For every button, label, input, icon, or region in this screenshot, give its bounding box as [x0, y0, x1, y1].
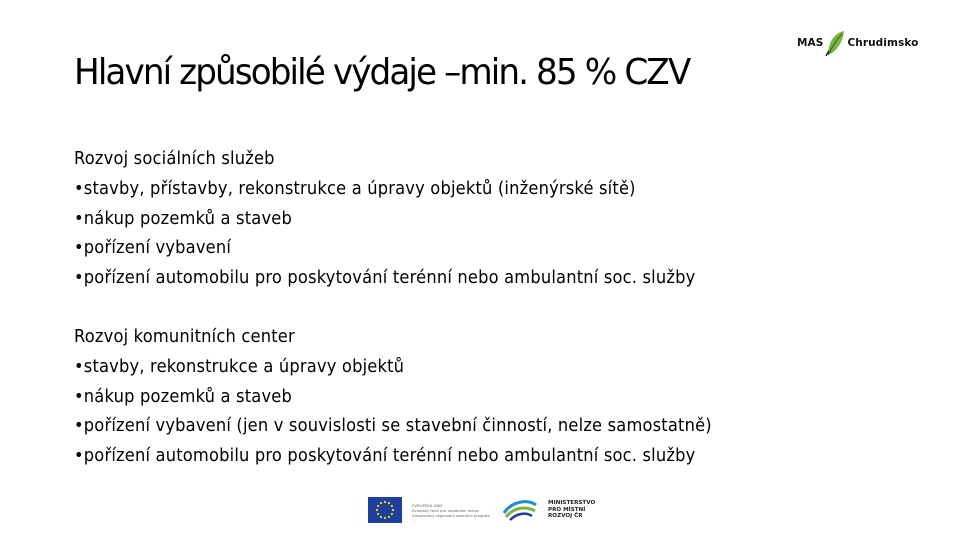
leaf-icon [824, 29, 846, 57]
footer-logos [368, 494, 595, 526]
logo-text-mas: MAS [797, 37, 824, 49]
section-community-centers [74, 323, 760, 472]
list-item: • pořízení vybavení [74, 234, 695, 264]
list-item: • pořízení automobilu pro poskytování terénní nebo ambulantní soc. služby [74, 442, 712, 472]
bullet-list [74, 175, 742, 294]
ministry-swoosh-icon [502, 497, 538, 523]
section-social-services [74, 145, 742, 294]
ministry-text: MINISTERSTVO PRO MÍSTNÍ ROZVOJ ČR [548, 500, 596, 520]
mas-chrudimsko-logo [797, 28, 919, 58]
list-item: • nákup pozemků a staveb [74, 383, 712, 413]
bullet-list [74, 353, 760, 472]
section-heading: Rozvoj sociálních služeb [74, 149, 275, 169]
list-item: • pořízení vybavení (jen v souvislosti se stavební činností, nelze samostatně) [74, 412, 712, 442]
list-item: • stavby, rekonstrukce a úpravy objektů [74, 353, 712, 383]
eu-flag-icon [368, 497, 402, 523]
page-title: Hlavní způsobilé výdaje –min. 85 % CZV [74, 52, 690, 93]
list-item: • stavby, přístavby, rekonstrukce a úpravy objektů (inženýrské sítě) [74, 175, 695, 205]
eu-text: EVROPSKÁ UNIE Evropský fond pro regionální rozvoj Integrovaný regionální operační program [412, 502, 490, 518]
list-item: • pořízení automobilu pro poskytování terénní nebo ambulantní soc. služby [74, 264, 695, 294]
section-heading: Rozvoj komunitních center [74, 327, 295, 347]
logo-text-chrudimsko: Chrudimsko [847, 37, 919, 49]
list-item: • nákup pozemků a staveb [74, 205, 695, 235]
